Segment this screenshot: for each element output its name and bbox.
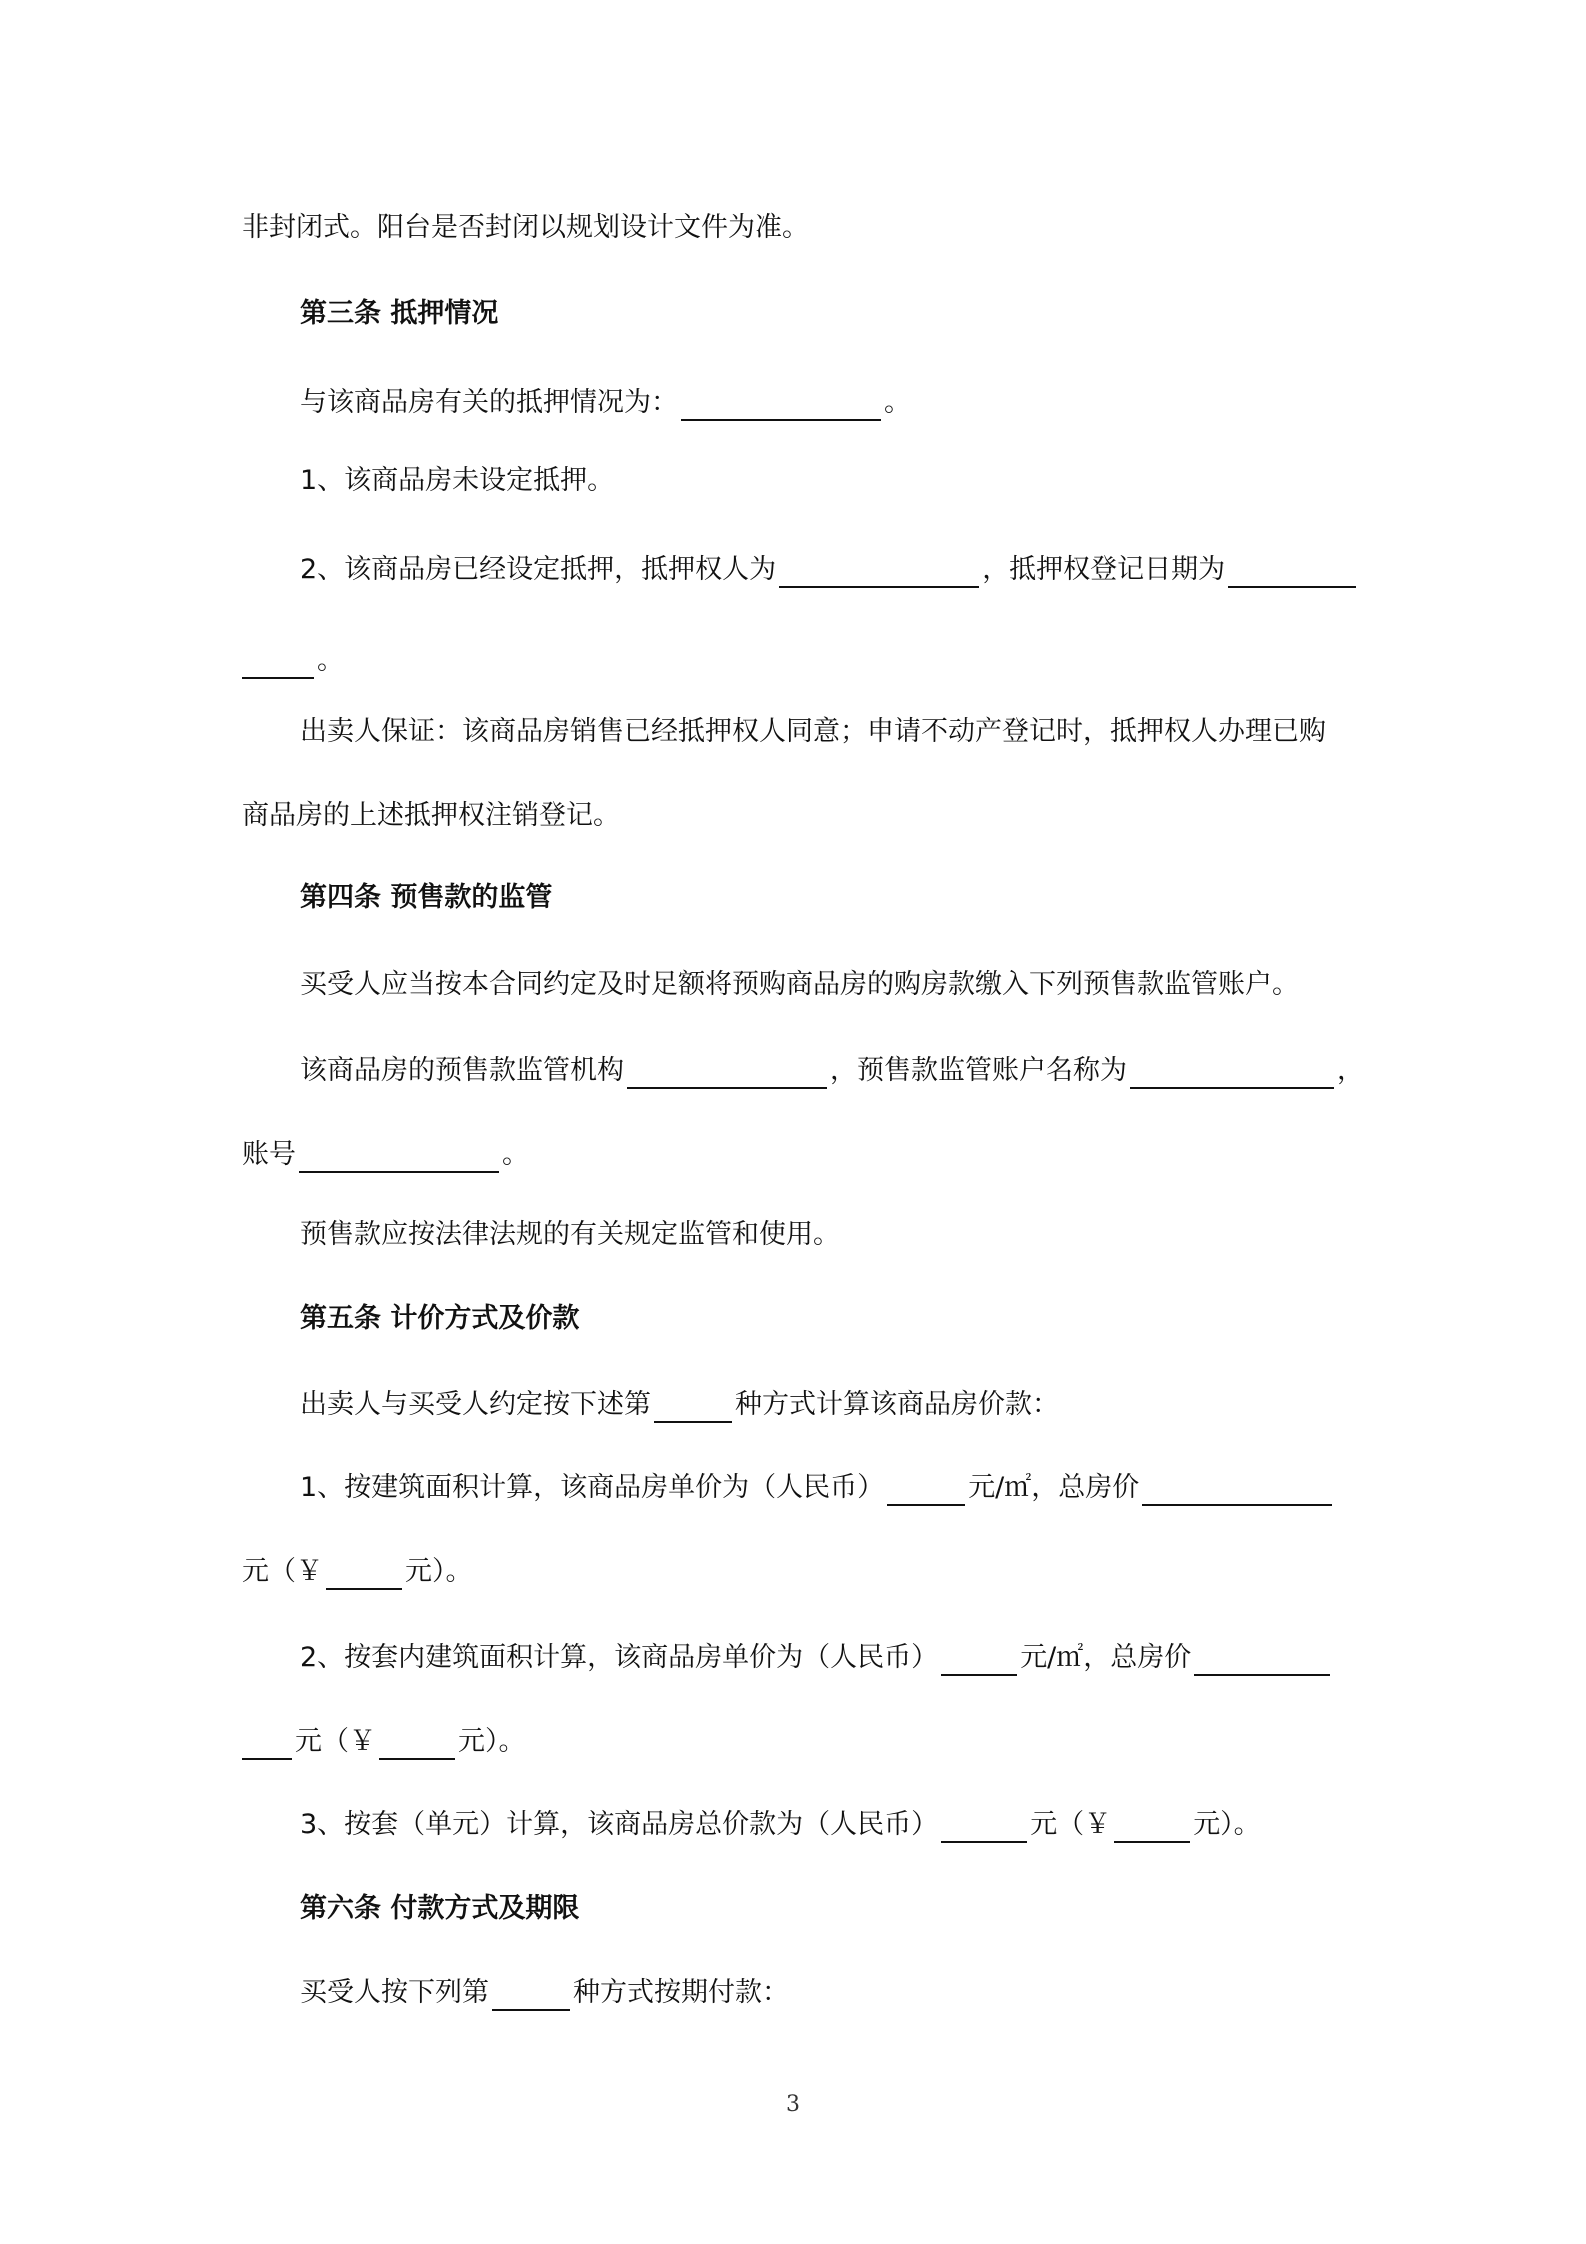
blank-field[interactable] [941, 1644, 1017, 1676]
blank-field[interactable] [1142, 1474, 1332, 1506]
paragraph [300, 1975, 789, 2011]
article-heading: 第四条 预售款的监管 [300, 882, 553, 913]
text: 元）。 [458, 1726, 526, 1757]
text: 与该商品房有关的抵押情况为： [300, 387, 678, 418]
blank-field[interactable] [1114, 1811, 1190, 1843]
paragraph: 出卖人保证：该商品房销售已经抵押权人同意；申请不动产登记时，抵押权人办理已购 [300, 716, 1326, 747]
article-heading: 第五条 计价方式及价款 [300, 1303, 580, 1334]
blank-field[interactable] [1194, 1644, 1330, 1676]
paragraph [242, 1137, 529, 1173]
blank-field[interactable] [1228, 556, 1356, 588]
blank-field[interactable] [379, 1728, 455, 1760]
text: 3、按套（单元）计算，该商品房总价款为（人民币） [300, 1809, 939, 1840]
blank-field[interactable] [326, 1558, 402, 1590]
paragraph: 非封闭式。阳台是否封闭以规划设计文件为准。 [242, 212, 809, 243]
paragraph [300, 1807, 1261, 1843]
blank-field[interactable] [654, 1391, 732, 1423]
blank-field[interactable] [681, 389, 881, 421]
article-heading: 第六条 付款方式及期限 [300, 1893, 580, 1924]
text: 出卖人与买受人约定按下述第 [300, 1389, 651, 1420]
text: ， [1337, 1055, 1364, 1086]
paragraph [300, 1053, 1364, 1089]
blank-field[interactable] [1130, 1057, 1334, 1089]
paragraph: 1、该商品房未设定抵押。 [300, 465, 615, 496]
text: 元（￥ [1030, 1809, 1112, 1840]
blank-field[interactable] [779, 556, 979, 588]
blank-field[interactable] [941, 1811, 1027, 1843]
blank-field[interactable] [242, 647, 314, 679]
paragraph [300, 385, 911, 421]
text: 该商品房的预售款监管机构 [300, 1055, 624, 1086]
text: 元/㎡，总房价 [1020, 1642, 1192, 1673]
paragraph [300, 1387, 1059, 1423]
paragraph: 买受人应当按本合同约定及时足额将预购商品房的购房款缴入下列预售款监管账户。 [300, 969, 1299, 1000]
blank-field[interactable] [492, 1979, 570, 2011]
paragraph [300, 552, 1359, 588]
paragraph [300, 1470, 1335, 1506]
paragraph [300, 1640, 1333, 1676]
page-number: 3 [786, 2092, 800, 2117]
text: 账号 [242, 1139, 296, 1170]
text: 种方式按期付款： [573, 1977, 789, 2008]
text: 种方式计算该商品房价款： [735, 1389, 1059, 1420]
text: 。 [317, 645, 344, 676]
paragraph [242, 1724, 526, 1760]
paragraph: 商品房的上述抵押权注销登记。 [242, 800, 620, 831]
text: 2、该商品房已经设定抵押，抵押权人为 [300, 554, 777, 585]
text: ，抵押权登记日期为 [982, 554, 1226, 585]
text: 1、按建筑面积计算，该商品房单价为（人民币） [300, 1472, 885, 1503]
text: 元）。 [1193, 1809, 1261, 1840]
blank-field[interactable] [627, 1057, 827, 1089]
blank-field[interactable] [887, 1474, 965, 1506]
text: 元）。 [405, 1556, 473, 1587]
paragraph: 预售款应按法律法规的有关规定监管和使用。 [300, 1219, 840, 1250]
paragraph [242, 1554, 473, 1590]
paragraph [242, 643, 344, 679]
text: ，预售款监管账户名称为 [830, 1055, 1127, 1086]
text: 买受人按下列第 [300, 1977, 489, 2008]
text: 2、按套内建筑面积计算，该商品房单价为（人民币） [300, 1642, 939, 1673]
text: 元/㎡，总房价 [968, 1472, 1140, 1503]
text: 。 [884, 387, 911, 418]
text: 。 [502, 1139, 529, 1170]
text: 元（￥ [295, 1726, 376, 1757]
blank-field[interactable] [242, 1728, 292, 1760]
text: 元（￥ [242, 1556, 323, 1587]
article-heading: 第三条 抵押情况 [300, 298, 499, 329]
blank-field[interactable] [299, 1141, 499, 1173]
